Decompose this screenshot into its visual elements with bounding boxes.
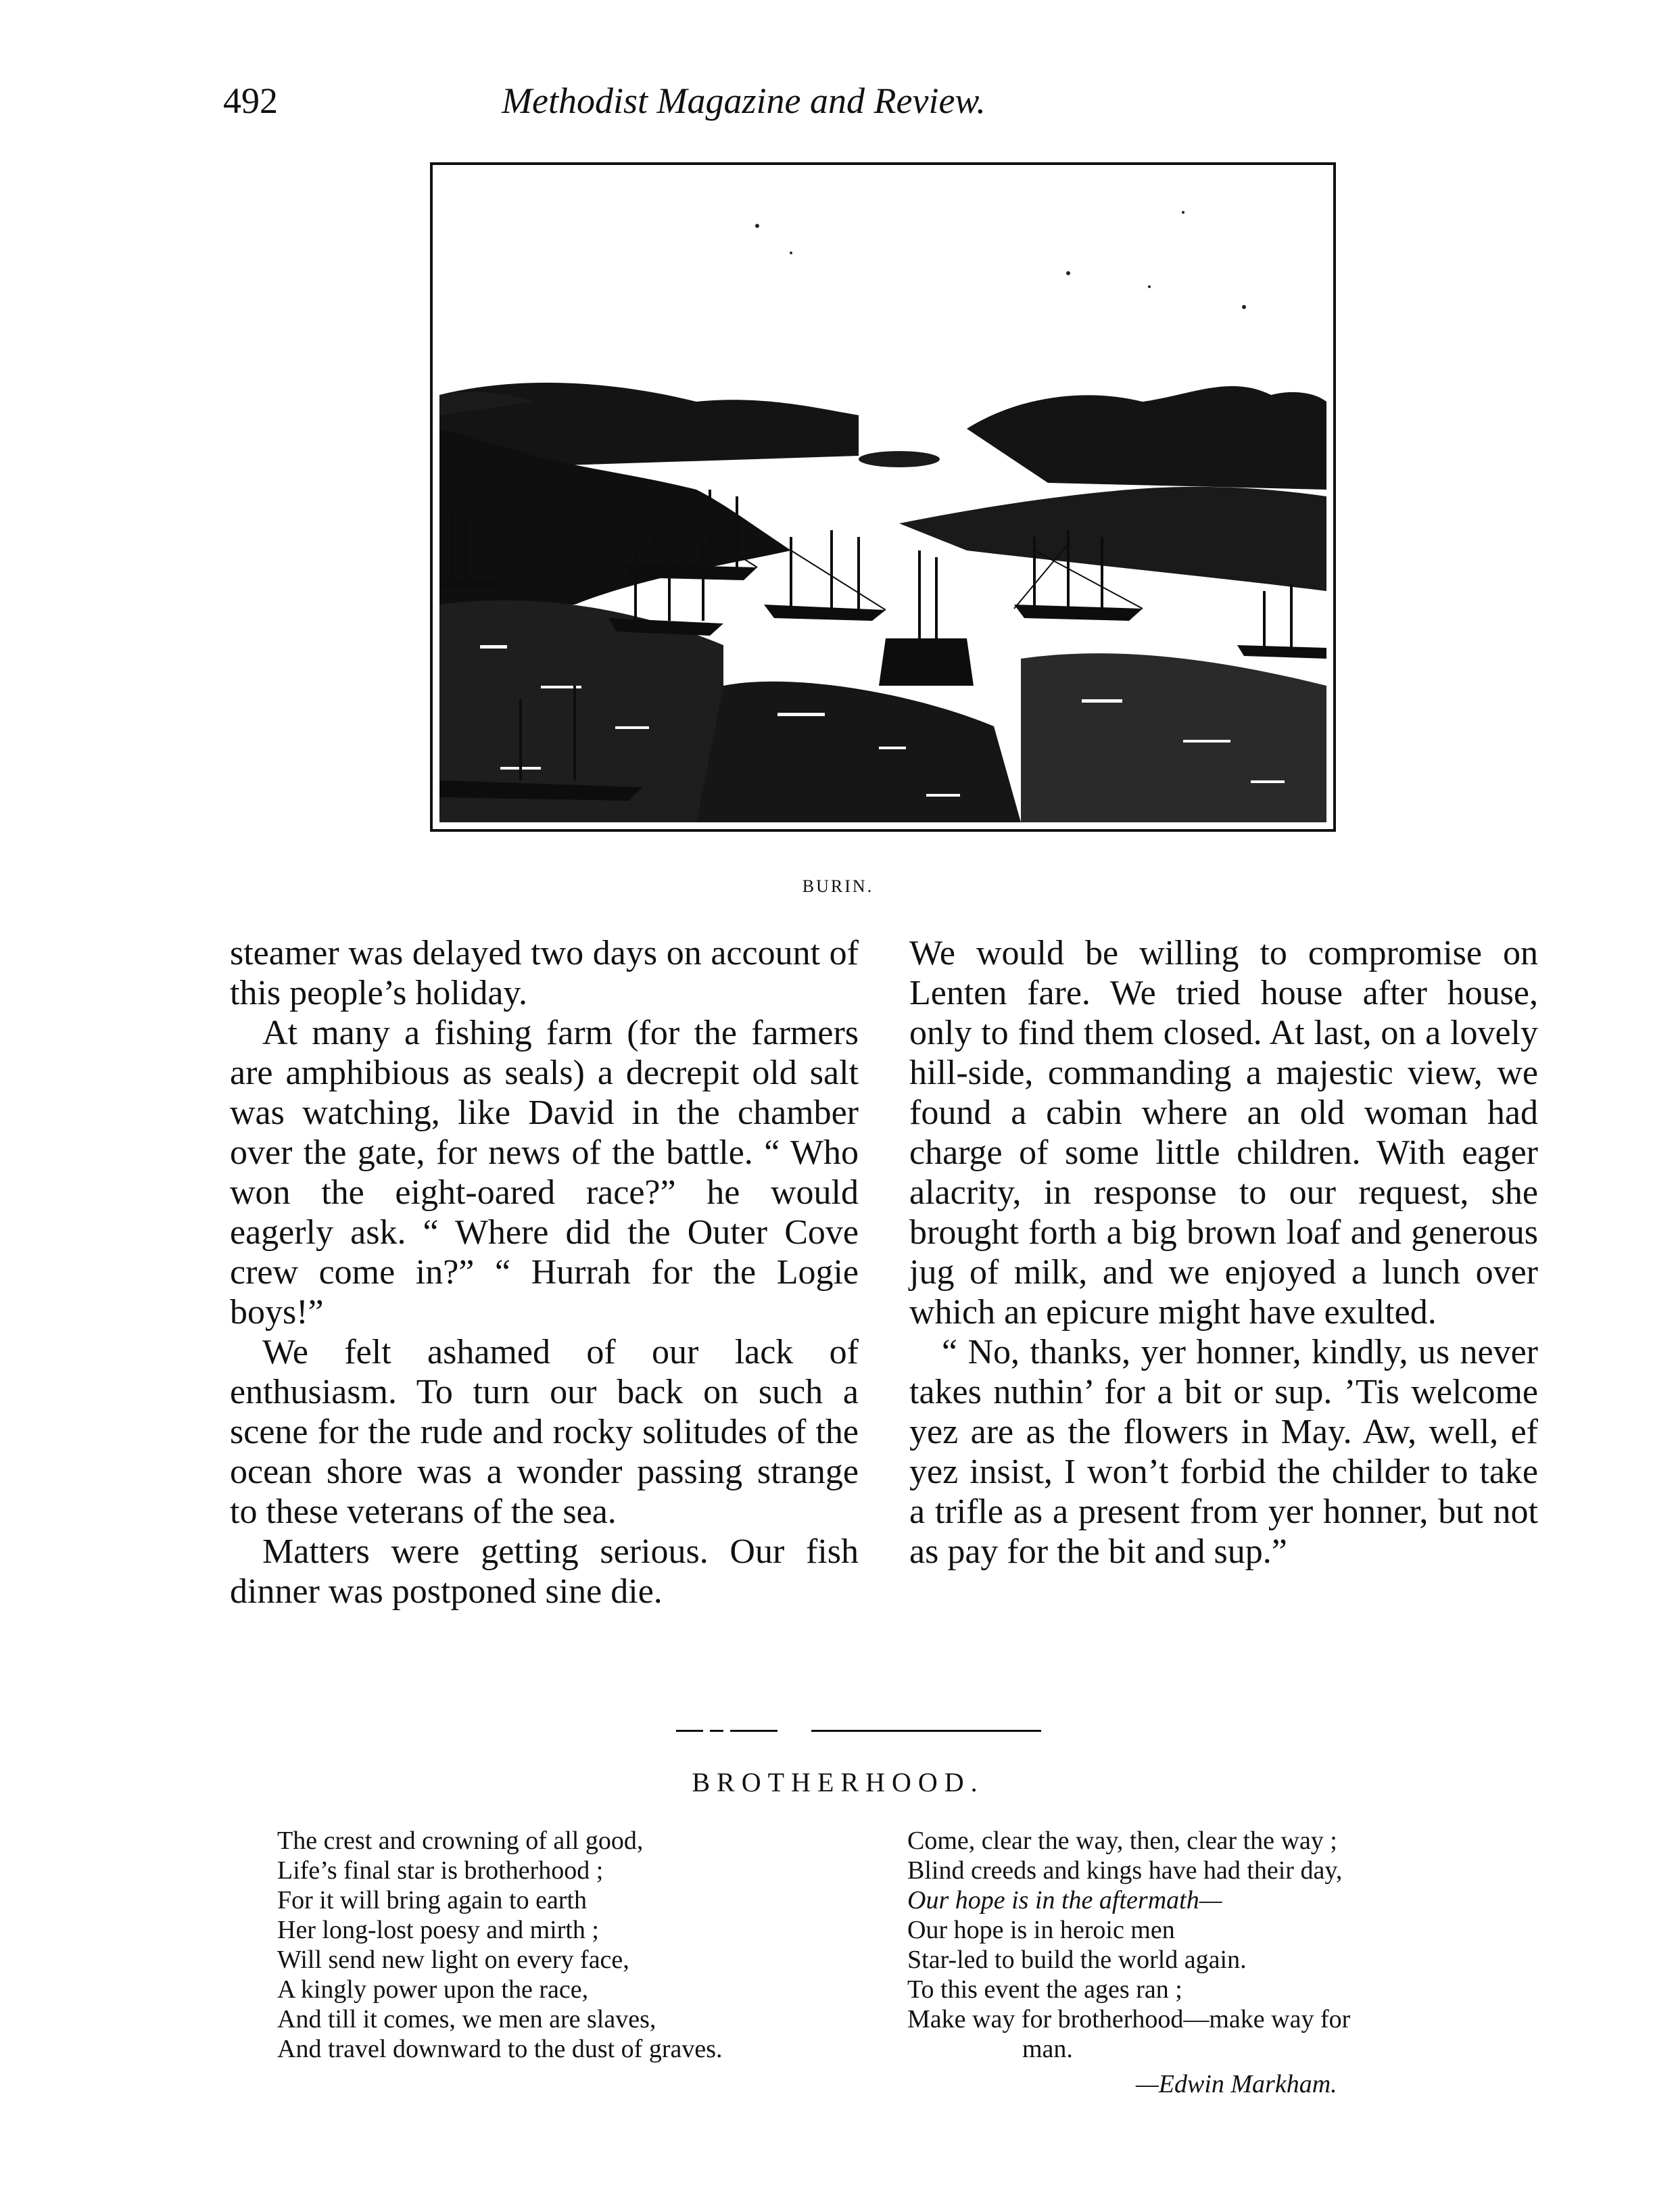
harbour-engraving bbox=[439, 172, 1326, 822]
poem-line: Make way for brotherhood—make way for bbox=[907, 2005, 1351, 2033]
poem-line: Our hope is in heroic men bbox=[907, 1916, 1175, 1944]
poem-title: BROTHERHOOD. bbox=[692, 1767, 984, 1797]
section-divider bbox=[676, 1728, 1055, 1734]
paragraph: “ No, thanks, yer honner, kindly, us never takes nuthin’ for a bit or sup. ’Tis welcome yez are as the flowers in May. Aw, well, ef yez insist, I won’t forbid the childer to take a trifle as a present from yer honner, but not as pay for the bit and sup.” bbox=[909, 1333, 1538, 1571]
running-title: Methodist Magazine and Review. bbox=[502, 80, 986, 121]
poem-line: Star-led to build the world again. bbox=[907, 1946, 1247, 1974]
paragraph: steamer was delayed two days on account of this people’s holiday. bbox=[230, 934, 859, 1012]
poem-line: For it will bring again to earth bbox=[277, 1886, 588, 1914]
poem-stanza-left bbox=[277, 1826, 723, 2064]
poem-line: The crest and crowning of all good, bbox=[277, 1827, 644, 1855]
paragraph: We felt ashamed of our lack of enthusiasm. To turn our back on such a scene for the rude and rocky solitudes of the ocean shore was a wonder passing strange to these veterans of the sea. bbox=[230, 1333, 859, 1531]
paragraph: Matters were getting serious. Our fish dinner was postponed sine die. bbox=[230, 1532, 859, 1611]
poem-line: And till it comes, we men are slaves, bbox=[277, 2005, 656, 2033]
poem-line: man. bbox=[1022, 2035, 1073, 2063]
paragraph: At many a fishing farm (for the farmers are amphibious as seals) a decrepit old salt was watching, like David in the chamber over the gate, for news of the battle. “ Who won the eight-oared race?” he would eagerly ask. “ Where did the Outer Cove crew come in?” “ Hurrah for the Logie boys!” bbox=[230, 1014, 859, 1332]
figure-caption: BURIN. bbox=[802, 876, 874, 896]
page-header bbox=[223, 80, 1183, 134]
poem-line: A kingly power upon the race, bbox=[277, 1975, 589, 2004]
paragraph: We would be willing to compromise on Lenten fare. We tried house after house, only to find them closed. At last, on a lovely hill-side, commanding a majestic view, we found a cabin where an old woman had charge of some little children. With eager alacrity, in response to our request, she brought forth a big brown loaf and generous jug of milk, and we enjoyed a lunch over which an epicure might have exulted. bbox=[909, 934, 1538, 1332]
page-number: 492 bbox=[223, 80, 278, 121]
poem-line: And travel downward to the dust of graves. bbox=[277, 2035, 723, 2063]
article-left-column bbox=[230, 933, 859, 1611]
poem-line: Life’s final star is brotherhood ; bbox=[277, 1856, 604, 1885]
poem-line: To this event the ages ran ; bbox=[907, 1975, 1182, 2004]
poem-stanza-right bbox=[907, 1826, 1350, 2064]
poem-line: Will send new light on every face, bbox=[277, 1946, 629, 1974]
harbour-illustration bbox=[430, 162, 1336, 832]
poem-line: Come, clear the way, then, clear the way ; bbox=[907, 1827, 1337, 1855]
poem-author: —Edwin Markham. bbox=[1136, 2070, 1337, 2098]
poem-line: Blind creeds and kings have had their day, bbox=[907, 1856, 1343, 1885]
poem-line: Her long-lost poesy and mirth ; bbox=[277, 1916, 599, 1944]
poem-line: Our hope is in the aftermath— bbox=[907, 1886, 1222, 1914]
article-right-column bbox=[909, 933, 1538, 1572]
